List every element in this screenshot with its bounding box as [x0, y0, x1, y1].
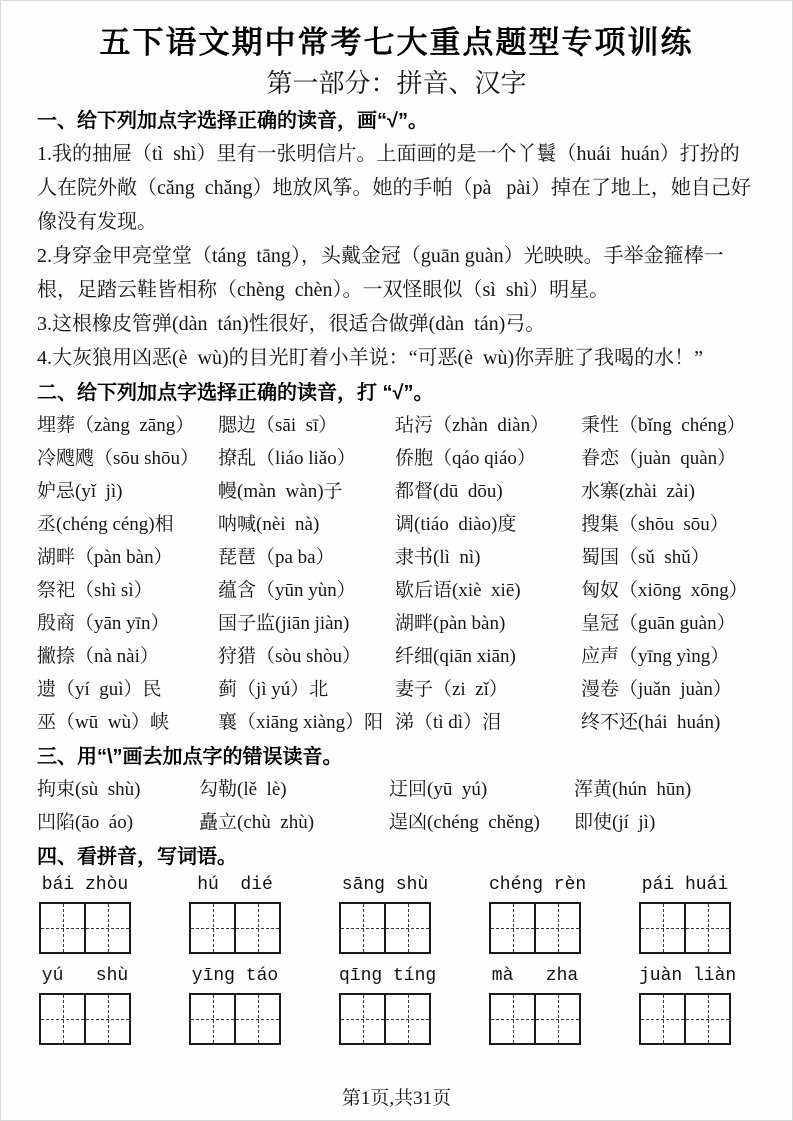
pinyin-label: qīng tíng	[339, 966, 437, 986]
pinyin-label: sāng shù	[341, 875, 429, 895]
grid-cell	[86, 995, 129, 1043]
word-entry: 逞凶(chéng chěng)	[389, 812, 540, 833]
grid-cell	[491, 995, 536, 1043]
grid-cell	[41, 904, 86, 952]
word-entry: 妒忌(yǐ jì)	[37, 481, 123, 502]
word-entry: 琵琶（pa ba）	[218, 547, 335, 568]
grid-cell	[641, 995, 686, 1043]
word-entry: 呐喊(nèi nà)	[218, 514, 320, 535]
grid-cell	[686, 904, 729, 952]
word-entry: 遗（yí guì）民	[37, 679, 162, 700]
word-entry: 即使(jí jì)	[574, 812, 656, 833]
exercise-item: 3.这根橡皮管弹(dàn tán)性很好，很适合做弹(dàn tán)弓。	[37, 313, 546, 335]
word-entry: 妻子（zi zǐ）	[395, 679, 508, 700]
pinyin-label: juàn liàn	[639, 966, 737, 986]
pinyin-word-unit	[489, 966, 581, 1045]
writing-grid	[39, 993, 131, 1045]
word-entry: 应声（yīng yìng）	[581, 646, 730, 667]
grid-cell	[536, 904, 579, 952]
word-entry: 蓟（jì yú）北	[218, 679, 329, 700]
word-entry: 涕（tì dì）泪	[395, 712, 502, 733]
word-entry: 祭祀（shì sì）	[37, 580, 153, 601]
exercise-item: 2.身穿金甲亮堂堂（táng tāng），头戴金冠（guān guàn）光映映。手举金箍棒一根，足踏云鞋皆相称（chèng chèn）。一双怪眼似（sì shì）明星。	[37, 245, 724, 301]
word-entry: 丞(chéng céng)相	[37, 514, 174, 535]
word-entry: 撇捺（nà nài）	[37, 646, 159, 667]
pinyin-label: chéng rèn	[489, 875, 587, 895]
section-4	[37, 841, 756, 1045]
writing-grid	[489, 902, 581, 954]
pinyin-label: bái zhòu	[41, 875, 129, 895]
pinyin-word-unit	[639, 966, 737, 1045]
pinyin-label: pái huái	[641, 875, 729, 895]
pinyin-word-unit	[339, 966, 437, 1045]
section-2-heading: 二、给下列加点字选择正确的读音，打 “√”。	[37, 382, 434, 404]
word-entry: 蜀国（sǔ shǔ）	[581, 547, 710, 568]
word-entry: 凹陷(āo áo)	[37, 812, 134, 833]
word-entry: 歇后语(xiè xiē)	[395, 580, 521, 601]
word-entry: 侨胞（qáo qiáo）	[395, 448, 536, 469]
word-entry: 漫卷（juǎn juàn）	[581, 679, 732, 700]
grid-cell	[191, 995, 236, 1043]
grid-cell	[536, 995, 579, 1043]
word-entry: 水寨(zhài zài)	[581, 481, 695, 502]
word-choice-grid	[37, 409, 756, 739]
word-entry: 皇冠（guān guàn）	[581, 613, 736, 634]
word-entry: 撩乱（liáo liǎo）	[218, 448, 356, 469]
pinyin-word-unit	[39, 966, 131, 1045]
word-entry: 巫（wū wù）峡	[37, 712, 169, 733]
word-entry: 纤细(qiān xiān)	[395, 646, 516, 667]
grid-cell	[386, 995, 429, 1043]
writing-grid	[189, 902, 281, 954]
grid-cell	[686, 995, 729, 1043]
word-choice-grid	[37, 773, 756, 839]
grid-cell	[491, 904, 536, 952]
section-1-heading: 一、给下列加点字选择正确的读音，画“√”。	[37, 110, 428, 132]
word-entry: 湖畔（pàn bàn）	[37, 547, 173, 568]
writing-grid	[189, 993, 281, 1045]
writing-grid	[339, 902, 431, 954]
word-entry: 搜集（shōu sōu）	[581, 514, 729, 535]
word-entry: 湖畔(pàn bàn)	[395, 613, 506, 634]
word-entry: 终不还(hái huán)	[581, 712, 721, 733]
word-entry: 匈奴（xiōng xōng）	[581, 580, 748, 601]
word-entry: 狩猎（sòu shòu）	[218, 646, 362, 667]
pinyin-writing-row	[39, 966, 737, 1045]
page-title: 五下语文期中常考七大重点题型专项训练	[99, 25, 694, 60]
writing-grid	[639, 993, 731, 1045]
pinyin-word-unit	[489, 875, 587, 954]
word-entry: 勾勒(lě lè)	[199, 779, 287, 800]
writing-grid	[39, 902, 131, 954]
pinyin-word-unit	[39, 875, 131, 954]
section-3-heading: 三、用“\”画去加点字的错误读音。	[37, 746, 343, 768]
pinyin-label: yú shù	[41, 966, 129, 986]
grid-cell	[341, 904, 386, 952]
word-entry: 殷商（yān yīn）	[37, 613, 170, 634]
word-entry: 眷恋（juàn quàn）	[581, 448, 737, 469]
exercise-item: 1.我的抽屉（tì shì）里有一张明信片。上面画的是一个丫鬟（huái huán）打扮的人在院外敞（cǎng chǎng）地放风筝。她的手帕（pà pài）掉在了地上，她自己好像没有发现。	[37, 143, 751, 233]
word-entry: 调(tiáo diào)度	[395, 514, 517, 535]
grid-cell	[236, 904, 279, 952]
pinyin-word-unit	[339, 875, 431, 954]
section-2	[37, 377, 756, 739]
pinyin-word-unit	[639, 875, 731, 954]
word-entry: 都督(dū dōu)	[395, 481, 503, 502]
grid-cell	[86, 904, 129, 952]
grid-cell	[386, 904, 429, 952]
pinyin-word-unit	[189, 966, 281, 1045]
word-entry: 迂回(yū yú)	[389, 779, 488, 800]
word-entry: 隶书(lì nì)	[395, 547, 481, 568]
section-1	[37, 105, 756, 375]
grid-cell	[41, 995, 86, 1043]
grid-cell	[191, 904, 236, 952]
word-entry: 襄（xiāng xiàng）阳	[218, 712, 384, 733]
section-4-heading: 四、看拼音，写词语。	[37, 846, 237, 868]
exercise-item: 4.大灰狼用凶恶(è wù)的目光盯着小羊说：“可恶(è wù)你弄脏了我喝的水！”	[37, 347, 704, 369]
word-entry: 拘束(sù shù)	[37, 779, 141, 800]
page-subtitle: 第一部分：拼音、汉字	[266, 69, 527, 98]
pinyin-label: mà zha	[491, 966, 579, 986]
word-entry: 秉性（bǐng chéng）	[581, 415, 746, 436]
word-entry: 冷飕飕（sōu shōu）	[37, 448, 200, 469]
section-3	[37, 741, 756, 839]
word-entry: 埋葬（zàng zāng）	[37, 415, 195, 436]
word-entry: 幔(màn wàn)子	[218, 481, 343, 502]
word-entry: 国子监(jiān jiàn)	[218, 613, 350, 634]
word-entry: 矗立(chù zhù)	[199, 812, 315, 833]
writing-grid	[339, 993, 431, 1045]
word-entry: 蕴含（yūn yùn）	[218, 580, 356, 601]
pinyin-label: hú dié	[197, 875, 273, 895]
pinyin-label: yīng táo	[191, 966, 279, 986]
pinyin-word-unit	[189, 875, 281, 954]
writing-grid	[489, 993, 581, 1045]
grid-cell	[236, 995, 279, 1043]
word-entry: 腮边（sāi sī）	[218, 415, 338, 436]
word-entry: 玷污（zhàn diàn）	[395, 415, 550, 436]
writing-grid	[639, 902, 731, 954]
word-entry: 浑黄(hún hūn)	[574, 779, 692, 800]
grid-cell	[641, 904, 686, 952]
page-footer: 第1页,共31页	[341, 1088, 452, 1109]
pinyin-writing-row	[39, 875, 731, 954]
grid-cell	[341, 995, 386, 1043]
